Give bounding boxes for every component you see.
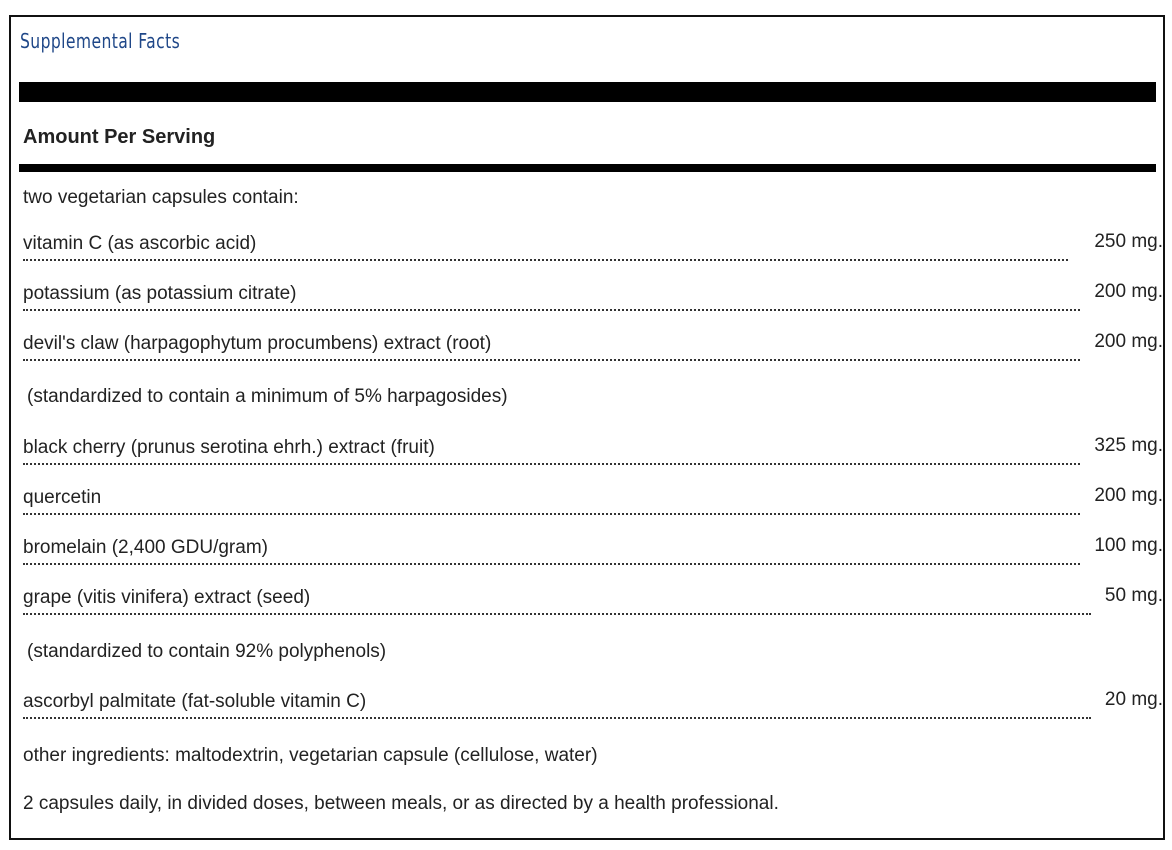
ingredient-amount: 200 mg.: [1094, 331, 1163, 352]
other-ingredients: other ingredients: maltodextrin, vegetarian capsule (cellulose, water): [23, 745, 598, 766]
ingredient-amount: 200 mg.: [1094, 281, 1163, 302]
ingredient-name: bromelain (2,400 GDU/gram): [23, 537, 268, 558]
ingredient-amount: 20 mg.: [1104, 689, 1163, 710]
dotted-leader: [23, 717, 1091, 719]
ingredient-row: [23, 437, 1163, 467]
dotted-leader: [23, 613, 1091, 615]
ingredient-name: quercetin: [23, 487, 102, 508]
ingredient-name: vitamin C (as ascorbic acid): [23, 233, 257, 254]
ingredient-amount: 100 mg.: [1094, 535, 1163, 556]
medium-divider: [19, 164, 1156, 172]
dotted-leader: [23, 463, 1080, 465]
dotted-leader: [23, 309, 1080, 311]
ingredient-amount: 200 mg.: [1094, 485, 1163, 506]
ingredient-row: [23, 691, 1163, 721]
panel-title: Supplemental Facts: [20, 29, 181, 53]
dotted-leader: [23, 563, 1080, 565]
ingredient-name: potassium (as potassium citrate): [23, 283, 297, 304]
ingredient-note: (standardized to contain a minimum of 5% harpagosides): [27, 386, 508, 407]
ingredient-amount: 250 mg.: [1094, 231, 1163, 252]
dotted-leader: [23, 359, 1080, 361]
ingredient-name: black cherry (prunus serotina ehrh.) extract (fruit): [23, 437, 435, 458]
ingredient-row: [23, 587, 1163, 617]
directions: 2 capsules daily, in divided doses, between meals, or as directed by a health professional.: [23, 793, 779, 814]
thick-divider: [19, 82, 1156, 102]
ingredient-row: [23, 233, 1163, 263]
supplement-facts-panel: [9, 15, 1165, 840]
ingredient-row: [23, 487, 1163, 517]
ingredient-amount: 50 mg.: [1104, 585, 1163, 606]
ingredient-amount: 325 mg.: [1094, 435, 1163, 456]
serving-intro: two vegetarian capsules contain:: [23, 187, 299, 208]
ingredient-name: devil's claw (harpagophytum procumbens) extract (root): [23, 333, 492, 354]
ingredient-name: ascorbyl palmitate (fat-soluble vitamin C): [23, 691, 367, 712]
ingredient-row: [23, 537, 1163, 567]
ingredient-row: [23, 283, 1163, 313]
dotted-leader: [23, 259, 1068, 261]
amount-per-serving-heading: Amount Per Serving: [23, 126, 216, 148]
ingredient-row: [23, 333, 1163, 363]
dotted-leader: [23, 513, 1080, 515]
ingredient-name: grape (vitis vinifera) extract (seed): [23, 587, 311, 608]
ingredient-note: (standardized to contain 92% polyphenols): [27, 641, 387, 662]
